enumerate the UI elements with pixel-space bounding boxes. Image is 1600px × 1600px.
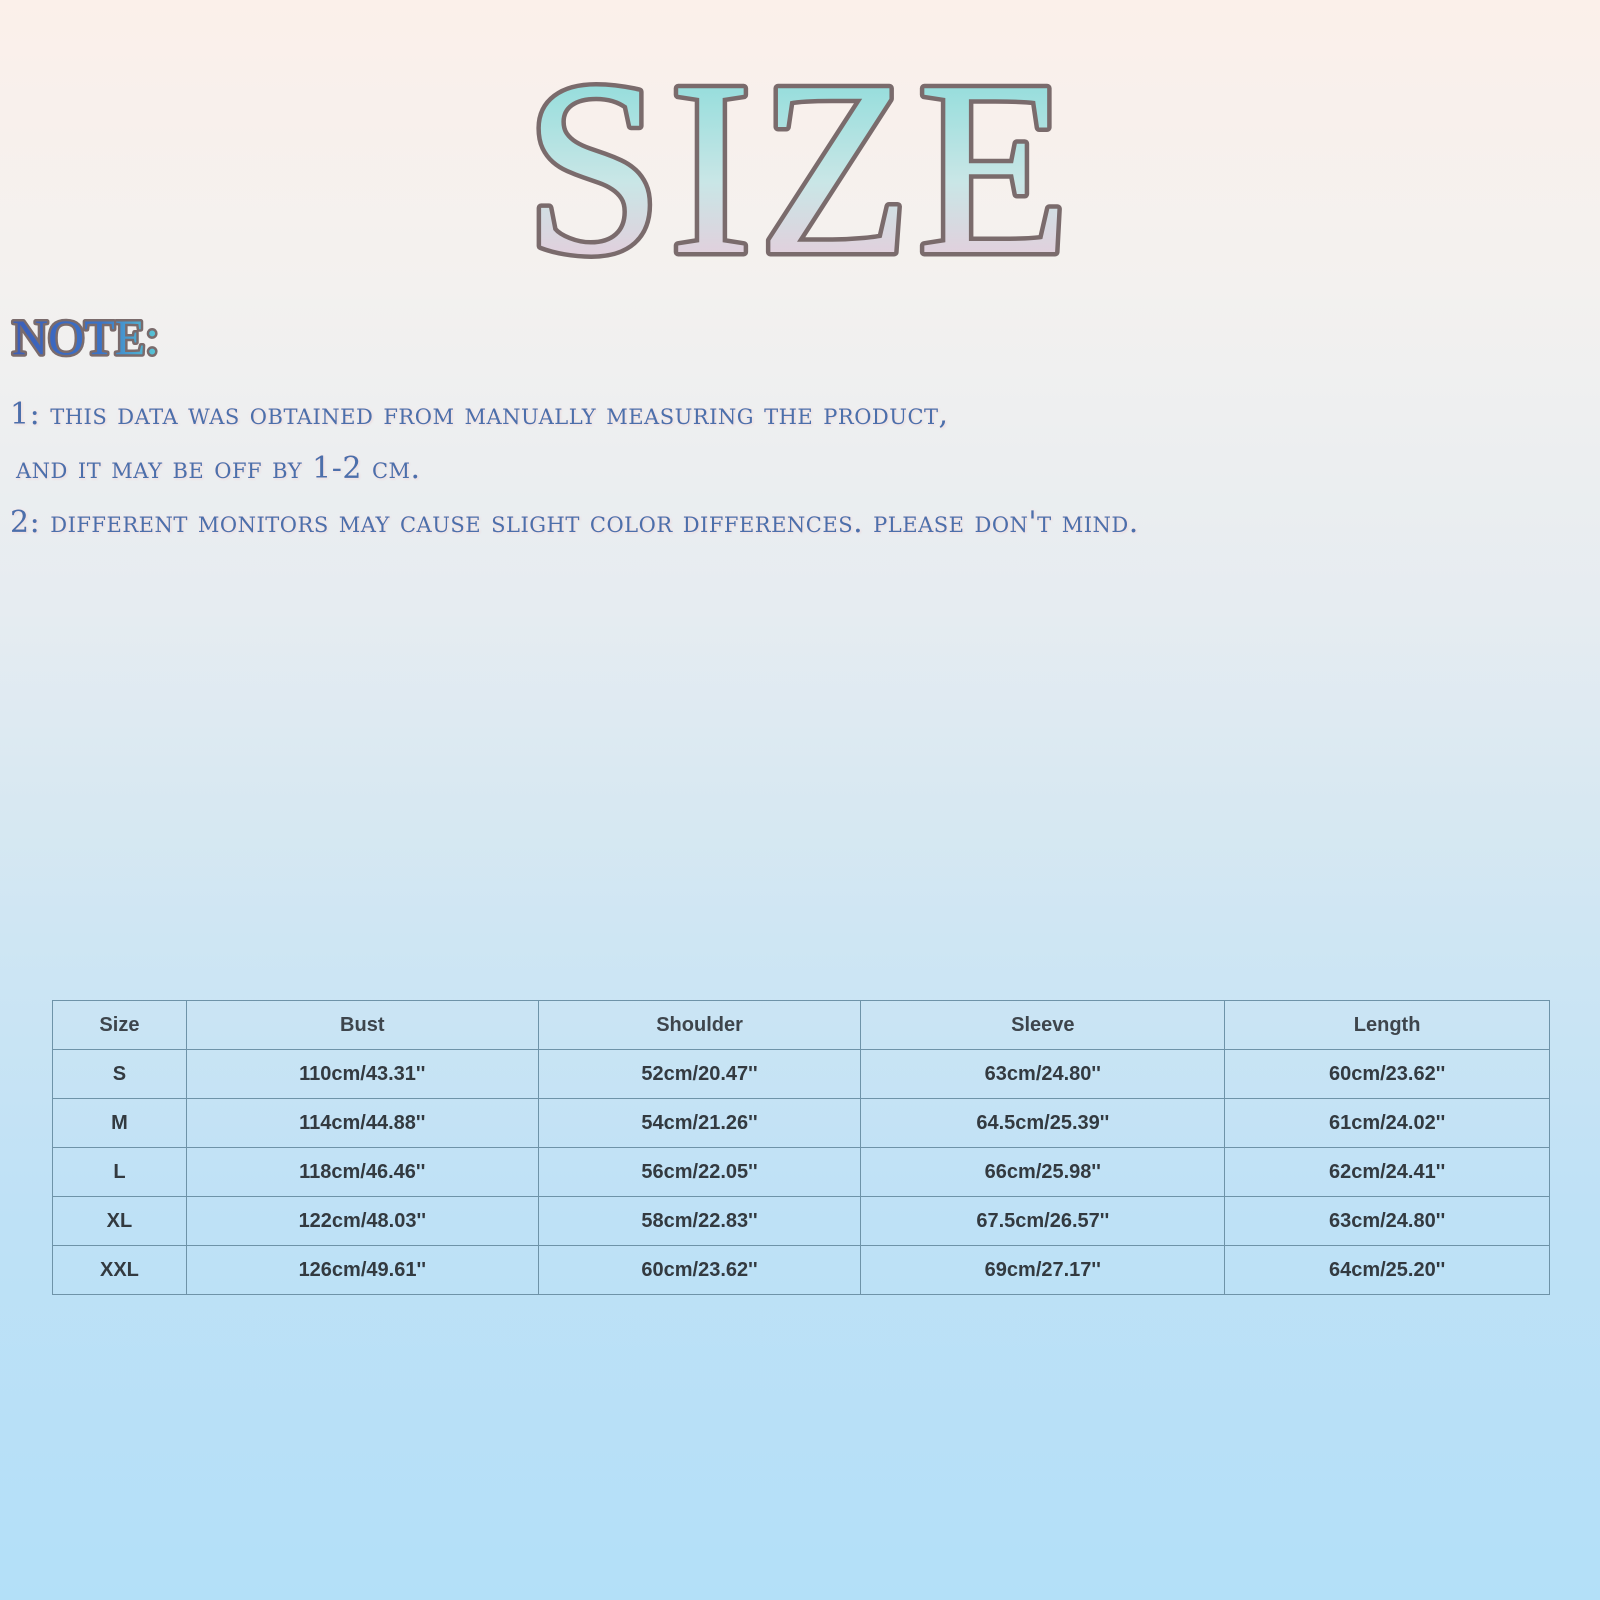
- cell-size: XXL: [53, 1246, 187, 1295]
- cell-size: M: [53, 1099, 187, 1148]
- cell-bust: 114cm/44.88'': [186, 1099, 538, 1148]
- cell-length: 61cm/24.02'': [1225, 1099, 1550, 1148]
- note-heading-text: NOTE:: [12, 309, 160, 365]
- note-heading: [10, 306, 270, 366]
- table-row: [53, 1099, 1550, 1148]
- cell-bust: 118cm/46.46'': [186, 1148, 538, 1197]
- header-bust: Bust: [186, 1001, 538, 1050]
- cell-shoulder: 58cm/22.83'': [538, 1197, 861, 1246]
- note-list: [10, 388, 1595, 550]
- cell-length: 63cm/24.80'': [1225, 1197, 1550, 1246]
- header-sleeve: Sleeve: [861, 1001, 1225, 1050]
- table-row: [53, 1197, 1550, 1246]
- cell-length: 60cm/23.62'': [1225, 1050, 1550, 1099]
- cell-shoulder: 52cm/20.47'': [538, 1050, 861, 1099]
- table-row: [53, 1050, 1550, 1099]
- size-chart-table: [52, 1000, 1550, 1295]
- note-line-1: 1: this data was obtained from manually measuring the product,: [10, 397, 949, 432]
- header-shoulder: Shoulder: [538, 1001, 861, 1050]
- header-length: Length: [1225, 1001, 1550, 1050]
- cell-bust: 122cm/48.03'': [186, 1197, 538, 1246]
- table-header-row: [53, 1001, 1550, 1050]
- cell-sleeve: 69cm/27.17'': [861, 1246, 1225, 1295]
- cell-sleeve: 67.5cm/26.57'': [861, 1197, 1225, 1246]
- cell-bust: 110cm/43.31'': [186, 1050, 538, 1099]
- cell-shoulder: 56cm/22.05'': [538, 1148, 861, 1197]
- cell-sleeve: 66cm/25.98'': [861, 1148, 1225, 1197]
- cell-length: 62cm/24.41'': [1225, 1148, 1550, 1197]
- table-row: [53, 1246, 1550, 1295]
- cell-sleeve: 64.5cm/25.39'': [861, 1099, 1225, 1148]
- cell-length: 64cm/25.20'': [1225, 1246, 1550, 1295]
- cell-size: XL: [53, 1197, 187, 1246]
- table-row: [53, 1148, 1550, 1197]
- cell-size: L: [53, 1148, 187, 1197]
- note-line-2: and it may be off by 1-2 cm.: [16, 451, 421, 486]
- cell-shoulder: 54cm/21.26'': [538, 1099, 861, 1148]
- note-line-3: 2: different monitors may cause slight color differences. please don't mind.: [10, 505, 1139, 540]
- size-title: [0, 40, 1600, 280]
- header-size: Size: [53, 1001, 187, 1050]
- cell-shoulder: 60cm/23.62'': [538, 1246, 861, 1295]
- cell-sleeve: 63cm/24.80'': [861, 1050, 1225, 1099]
- cell-size: S: [53, 1050, 187, 1099]
- cell-bust: 126cm/49.61'': [186, 1246, 538, 1295]
- size-title-text: SIZE: [524, 40, 1076, 280]
